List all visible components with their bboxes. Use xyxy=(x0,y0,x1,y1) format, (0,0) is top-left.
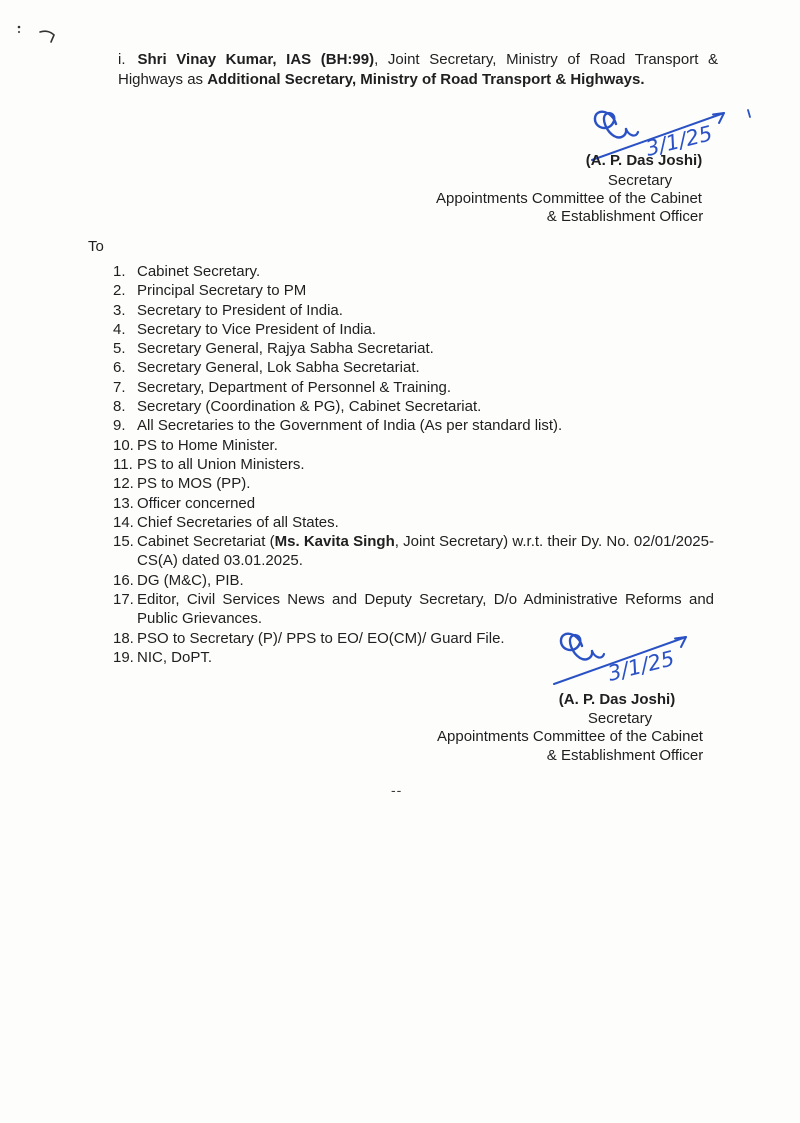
recipient-number: 2. xyxy=(113,282,126,300)
text-segment: Editor, Civil Services News and Deputy Secretary, D/o Administrative Reforms and Public Grievances. xyxy=(137,591,714,628)
signature-date: 3/1/25 xyxy=(643,121,715,161)
recipient-number: 19. xyxy=(113,648,134,666)
text-segment: Secretary (Coordination & PG), Cabinet Secretariat. xyxy=(137,398,482,416)
recipient-number: 18. xyxy=(113,629,134,647)
signature-ink-icon xyxy=(550,624,718,690)
recipient-number: 14. xyxy=(113,513,134,531)
recipient-number: 6. xyxy=(113,359,126,377)
text-segment: Chief Secretaries of all States. xyxy=(137,513,339,531)
recipient-item xyxy=(113,262,714,281)
recipient-item xyxy=(113,281,714,300)
recipient-item xyxy=(113,571,714,590)
signature-date: 3/1/25 xyxy=(605,646,677,686)
recipient-number: 7. xyxy=(113,378,126,396)
text-segment: , Joint Secretary, Ministry of Road Transport & Highways as xyxy=(118,51,718,88)
text-segment: Secretary to President of India. xyxy=(137,301,343,319)
text-segment: PS to MOS (PP). xyxy=(137,475,251,493)
recipient-item xyxy=(113,339,714,358)
text-segment: Secretary, Department of Personnel & Training. xyxy=(137,378,452,396)
recipient-number: 15. xyxy=(113,533,134,551)
text-segment: All Secretaries to the Government of India (As per standard list). xyxy=(137,417,563,435)
scan-artifact-dot xyxy=(14,22,28,36)
recipient-item xyxy=(113,590,714,629)
recipient-number: 8. xyxy=(113,398,126,416)
recipient-number: 4. xyxy=(113,320,126,338)
end-of-document-mark: -- xyxy=(391,782,403,798)
text-segment: Officer concerned xyxy=(137,494,256,512)
recipient-item xyxy=(113,532,714,571)
recipient-number: 12. xyxy=(113,475,134,493)
signatory-org-line1: Appointments Committee of the Cabinet xyxy=(436,190,702,207)
signatory-org-line2: & Establishment Officer xyxy=(546,208,704,225)
recipient-item xyxy=(113,378,714,397)
text-segment: Principal Secretary to PM xyxy=(137,282,307,300)
recipient-item xyxy=(113,494,714,513)
recipient-number: 10. xyxy=(113,436,134,454)
text-segment: PS to Home Minister. xyxy=(137,436,278,454)
recipient-item xyxy=(113,436,714,455)
signatory-org-line1: Appointments Committee of the Cabinet xyxy=(437,728,703,745)
bold-text-segment: Shri Vinay Kumar, IAS (BH:99) xyxy=(137,51,375,68)
scan-artifact-stroke xyxy=(38,26,60,46)
bold-text-segment: Additional Secretary, Ministry of Road Transport & Highways. xyxy=(207,70,645,88)
recipient-number: 1. xyxy=(113,263,126,280)
recipient-number: 11. xyxy=(113,455,133,473)
text-segment: Cabinet Secretariat ( xyxy=(137,533,275,551)
appointment-paragraph xyxy=(118,50,718,89)
text-segment: , Joint Secretary) w.r.t. their Dy. No. 02/01/2025-CS(A) dated 03.01.2025. xyxy=(137,533,714,570)
recipient-item xyxy=(113,474,714,493)
pen-mark-icon xyxy=(744,108,754,120)
recipient-item xyxy=(113,358,714,377)
recipient-number: 9. xyxy=(113,417,126,435)
recipient-number: 13. xyxy=(113,494,134,512)
paragraph-marker: i. xyxy=(118,51,126,68)
text-segment: Secretary to Vice President of India. xyxy=(137,320,377,338)
recipient-number: 17. xyxy=(113,591,134,609)
paragraph-text xyxy=(118,51,718,88)
recipient-item xyxy=(113,513,714,532)
text-segment: PS to all Union Ministers. xyxy=(137,455,305,473)
recipient-item xyxy=(113,455,714,474)
to-label: To xyxy=(88,238,104,255)
recipient-item xyxy=(113,301,714,320)
text-segment: Secretary General, Rajya Sabha Secretariat. xyxy=(137,340,434,358)
text-segment: Secretary General, Lok Sabha Secretariat. xyxy=(137,359,420,377)
recipient-number: 16. xyxy=(113,571,134,589)
signatory-name: (A. P. Das Joshi) xyxy=(558,691,676,708)
text-segment: Cabinet Secretary. xyxy=(137,263,261,280)
bold-text-segment: Ms. Kavita Singh xyxy=(274,533,395,551)
text-segment: PSO to Secretary (P)/ PPS to EO/ EO(CM)/ Guard File. xyxy=(137,629,505,647)
signatory-org-line2: & Establishment Officer xyxy=(546,747,704,764)
signatory-name: (A. P. Das Joshi) xyxy=(585,152,703,169)
text-segment: DG (M&C), PIB. xyxy=(137,571,244,589)
recipient-number: 5. xyxy=(113,340,126,358)
recipient-item xyxy=(113,416,714,435)
signatory-title: Secretary xyxy=(607,172,673,189)
signature-bottom xyxy=(550,624,718,690)
recipient-number: 3. xyxy=(113,301,126,319)
recipient-list xyxy=(113,262,714,667)
recipient-item xyxy=(113,397,714,416)
recipient-item xyxy=(113,320,714,339)
text-segment: NIC, DoPT. xyxy=(137,648,213,666)
signatory-title: Secretary xyxy=(587,710,653,727)
